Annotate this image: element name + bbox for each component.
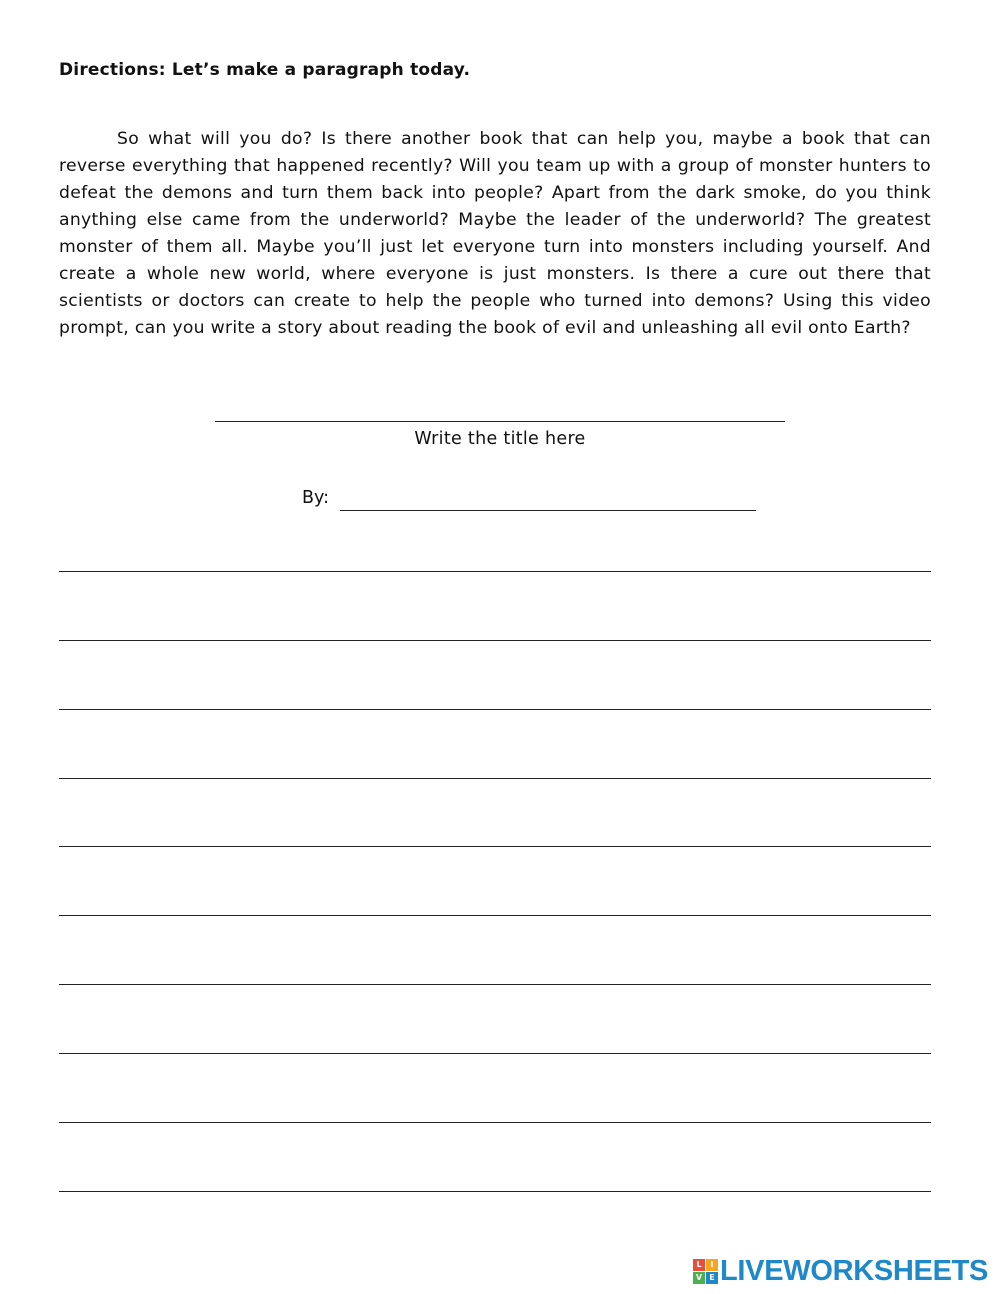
logo-mark-letter: E: [706, 1272, 718, 1284]
writing-line-9[interactable]: [59, 1122, 931, 1123]
writing-line-6[interactable]: [59, 915, 931, 916]
liveworksheets-logo-mark: [693, 1259, 718, 1284]
writing-line-7[interactable]: [59, 984, 931, 985]
directions-heading: Directions: Let’s make a paragraph today.: [59, 60, 471, 80]
title-caption: Write the title here: [414, 429, 586, 449]
writing-line-5[interactable]: [59, 846, 931, 847]
writing-line-4[interactable]: [59, 778, 931, 779]
author-label: By:: [302, 488, 329, 508]
writing-line-3[interactable]: [59, 709, 931, 710]
writing-line-8[interactable]: [59, 1053, 931, 1054]
author-input-line[interactable]: [340, 510, 756, 511]
logo-mark-letter: I: [706, 1259, 718, 1271]
logo-mark-letter: V: [693, 1272, 705, 1284]
liveworksheets-logo[interactable]: [693, 1255, 988, 1288]
logo-mark-letter: L: [693, 1259, 705, 1271]
writing-line-1[interactable]: [59, 571, 931, 572]
writing-prompt-paragraph: So what will you do? Is there another book that can help you, maybe a book that can reverse everything that happened recently? Will you team up with a group of monster hunters to defeat the demons and turn them back into people? Apart from the dark smoke, do you think anything else came from the underworld? Maybe the leader of the underworld? The greatest monster of them all. Maybe you’ll just let everyone turn into monsters including yourself. And create a whole new world, where everyone is just monsters. Is there a cure out there that scientists or doctors can create to help the people who turned into demons? Using this video prompt, can you write a story about reading the book of evil and unleashing all evil onto Earth?: [59, 129, 931, 338]
writing-line-10[interactable]: [59, 1191, 931, 1192]
title-input-line[interactable]: [215, 421, 785, 422]
liveworksheets-logo-text: LIVEWORKSHEETS: [720, 1255, 989, 1287]
writing-line-2[interactable]: [59, 640, 931, 641]
